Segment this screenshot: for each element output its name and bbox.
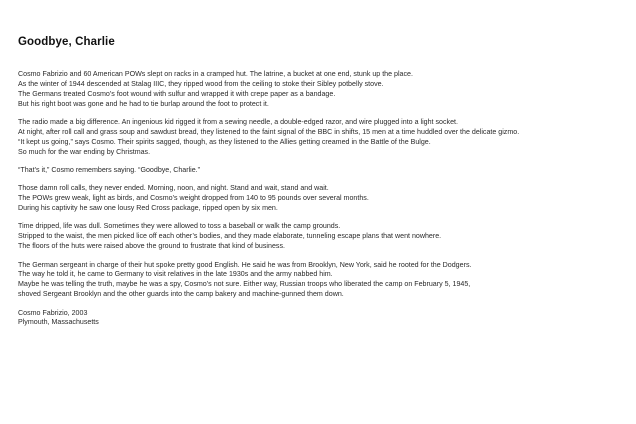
document-page [18,36,618,337]
text-line: “It kept us going,” says Cosmo. Their spirits sagged, though, as they listened to the Allies getting creamed in the Battle of the Bulge. [18,137,431,146]
text-line: Those damn roll calls, they never ended. Morning, noon, and night. Stand and wait, stand and wait. [18,184,329,193]
paragraph [18,309,618,329]
paragraph [18,118,618,158]
text-line: Stripped to the waist, the men picked lice off each other’s bodies, and they made elaborate, tunneling escape plans that went nowhere. [18,232,442,241]
text-line: Plymouth, Massachusetts [18,318,99,327]
text-line: At night, after roll call and grass soup and sawdust bread, they listened to the faint signal of the BBC in shifts, 15 men at a time huddled over the delicate gizmo. [18,127,520,136]
paragraph [18,184,618,214]
text-line: Maybe he was telling the truth, maybe he was a spy, Cosmo’s not sure. Either way, Russian troops who liberated the camp on February 5, 1945, [18,280,471,289]
text-line: The radio made a big difference. An ingenious kid rigged it from a sewing needle, a double-edged razor, and wire plugged into a light socket. [18,118,458,127]
text-line: So much for the war ending by Christmas. [18,147,151,156]
document-body [18,70,618,328]
text-line: The floors of the huts were raised above the ground to frustrate that kind of business. [18,242,285,251]
text-line: The way he told it, he came to Germany to visit relatives in the late 1930s and the army nabbed him. [18,270,333,279]
paragraph [18,222,618,252]
text-line: The Germans treated Cosmo’s foot wound with sulfur and wrapped it with crepe paper as a bandage. [18,89,336,98]
text-line: “That’s it,” Cosmo remembers saying. “Goodbye, Charlie.” [18,166,201,175]
text-line: Cosmo Fabrizio and 60 American POWs slept on racks in a cramped hut. The latrine, a bucket at one end, stunk up the place. [18,70,413,78]
text-line: The POWs grew weak, light as birds, and Cosmo’s weight dropped from 140 to 95 pounds over several months. [18,194,369,203]
text-line: Time dripped, life was dull. Sometimes they were allowed to toss a baseball or walk the camp grounds. [18,222,341,231]
paragraph [18,70,618,110]
text-line: shoved Sergeant Brooklyn and the other guards into the camp bakery and machine-gunned them down. [18,290,344,299]
paragraph [18,261,618,301]
text-line: Cosmo Fabrizio, 2003 [18,308,88,317]
text-line: The German sergeant in charge of their hut spoke pretty good English. He said he was from Brooklyn, New York, said he rooted for the Dodgers. [18,260,472,269]
document-title: Goodbye, Charlie [18,36,115,48]
text-line: During his captivity he saw one lousy Red Cross package, ripped open by six men. [18,204,278,213]
text-line: But his right boot was gone and he had to tie burlap around the foot to protect it. [18,99,269,108]
text-line: As the winter of 1944 descended at Stalag IIIC, they ripped wood from the ceiling to stoke their Sibley potbelly stove. [18,79,384,88]
paragraph [18,166,618,176]
